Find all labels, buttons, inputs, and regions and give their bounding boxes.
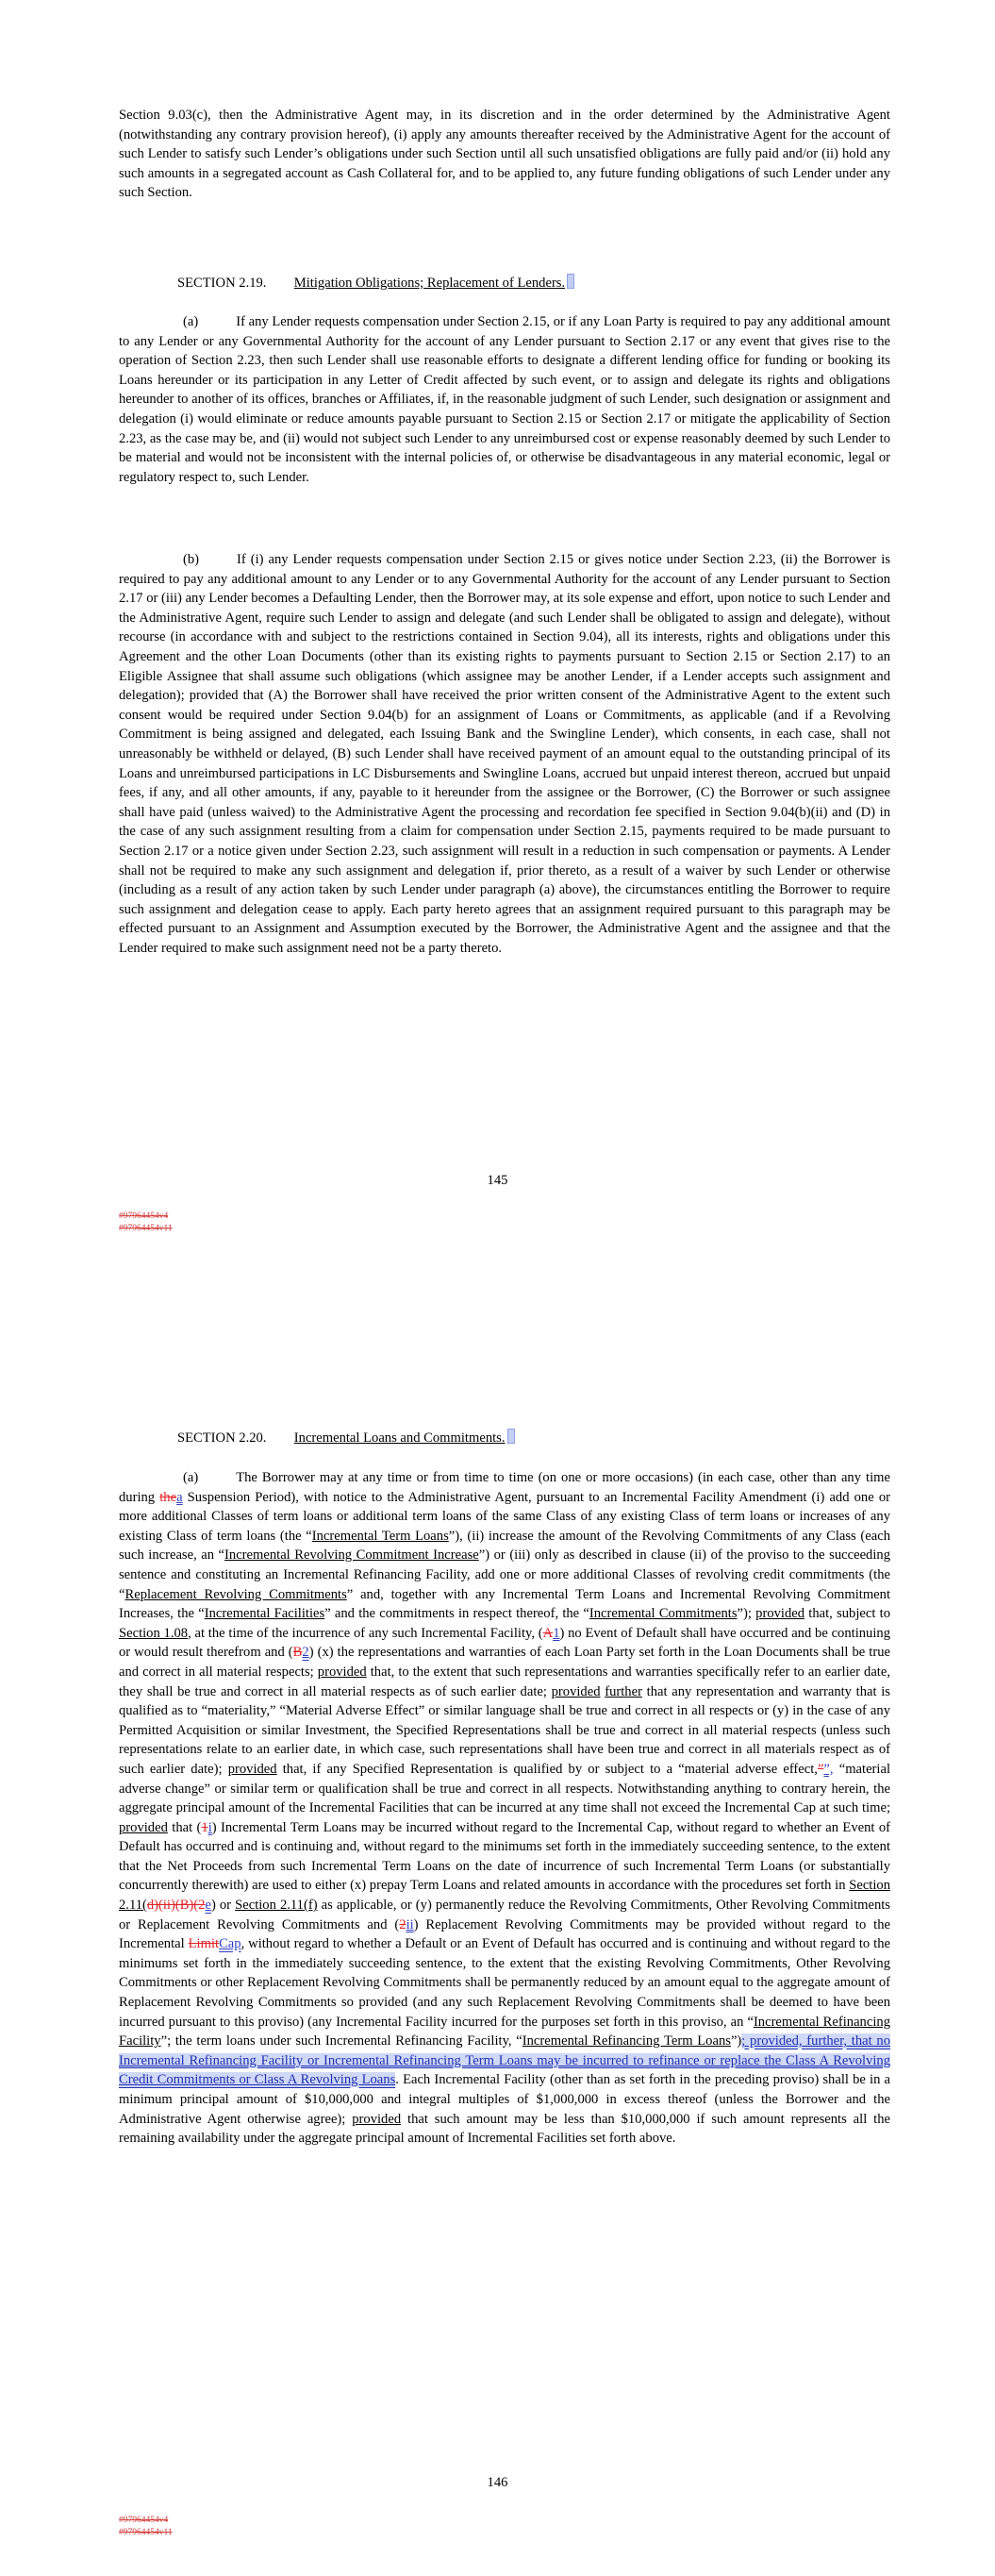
section-reference: Section 2.11( bbox=[119, 1878, 890, 1914]
highlighted-insertion: ; provided, further, that no Incremental Refinancing Facility or Incremental Refinancing Term Loans may be incurred to refinance or replace the Class A Revolving Credit Commitments or Class A Revolving Loans bbox=[119, 2033, 891, 2088]
paragraph-a-text: If any Lender requests compensation under Section 2.15, or if any Loan Party is required to pay any additional amount to any Lender or any Governmental Authority for the account of any Lender pursuant to Section 2.17 or any event that gives rise to the operation of Section 2.23, then such Lender shall use reasonable efforts to designate a different lending office for funding or booking its Loans hereunder or its participation in any Letter of Credit affected by such event, or to assign and delegate its rights and obligations hereunder to another of its offices, branches or Affiliates, if, in the reasonable judgment of such Lender, such designation or assignment and delegation (i) would eliminate or reduce amounts payable pursuant to Section 2.15 or Section 2.17 or mitigate the applicability of Section 2.23, as the case may be, and (ii) would not subject such Lender to any unreimbursed cost or expense reasonably deemed by such Lender to be material and would not be inconsistent with the internal policies of, or otherwise be disadvantageous in any material economic, legal or regulatory respect to, such Lender. bbox=[119, 314, 890, 485]
proviso-term: provided bbox=[755, 1606, 805, 1622]
proviso-term: further bbox=[605, 1683, 642, 1699]
text-run: that, to the extent that such representations and warranties specifically refer to an earlier date, they shall be true and correct in all material respects as of such earlier date; bbox=[119, 1664, 890, 1699]
section-number: SECTION 2.20. bbox=[177, 1430, 267, 1446]
deleted-text: 2 bbox=[399, 1916, 406, 1932]
intro-paragraph: Section 9.03(c), then the Administrative Agent may, in its discretion and in the order determined by the Administrative Agent (notwithstanding any contrary provision hereof), (i) apply any amounts thereafter received by the Administrative Agent for the account of such Lender to satisfy such Lender’s obligations under such Section until all such unsatisfied obligations are fully paid and/or (ii) hold any such amounts in a segregated account as Cash Collateral for, and to be applied to, any future funding obligations of such Lender under any such Section. bbox=[119, 108, 890, 201]
text-run: as applicable, or (y) permanently reduce the Revolving Commitments, Other Revolving Commitments or Replacement Revolving Commitments and ( bbox=[119, 1898, 890, 1932]
text-run: ”), (ii) increase the amount of the Revolving Commitments of any Class (each such increase, an “ bbox=[119, 1528, 890, 1564]
deleted-text: ” bbox=[817, 1761, 824, 1777]
paragraph-a bbox=[119, 1468, 890, 2149]
text-run: , at the time of the incurrence of any such Incremental Facility, ( bbox=[188, 1625, 543, 1641]
defined-term: Replacement Revolving Commitments bbox=[124, 1586, 347, 1602]
comment-marker-icon bbox=[507, 1429, 515, 1444]
paragraph-b-text: If (i) any Lender requests compensation under Section 2.15 or gives notice under Section 2.23, (ii) the Borrower is required to pay any additional amount to any Lender or to any Governmental Authority for the account of any Lender pursuant to Section 2.17 or (iii) any Lender becomes a Defaulting Lender, then the Borrower may, at its sole expense and effort, upon notice to such Lender and the Administrative Agent, require such Lender to assign and delegate (and such Lender shall be obligated to assign and delegate), without recourse (in accordance with and subject to the restrictions contained in Section 9.04), all its interests, rights and obligations under this Agreement and the other Loan Documents (other than its existing rights to payments pursuant to Section 2.15 or Section 2.17) to an Eligible Assignee that shall assume such obligations (which assignee may be another Lender, if a Lender accepts such assignment and delegation); provided that (A) the Borrower shall have received the prior written consent of the Administrative Agent to the extent such consent would be required under Section 9.04(b) for an assignment of Loans or Commitments, as applicable (and if a Revolving Commitment is being assigned and delegated, each Issuing Bank and the Swingline Lender), which consents, in each case, shall not unreasonably be withheld or delayed, (B) such Lender shall have received payment of an amount equal to the outstanding principal of its Loans and unreimbursed participations in LC Disbursements and Swingline Loans, accrued but unpaid interest thereon, accrued but unpaid fees, if any, and all other amounts, if any, payable to it hereunder from the assignee or the Borrower, (C) the Borrower or such assignee shall have paid (unless waived) to the Administrative Agent the processing and recordation fee specified in Section 9.04(b)(ii) and (D) in the case of any such assignment resulting from a claim for compensation under Section 2.15, payments required to be made pursuant to Section 2.17 or a notice given under Section 2.23, such assignment will result in a reduction in such compensation or payments. A Lender shall not be required to make any such assignment and delegation if, prior thereto, as a result of a waiver by such Lender or otherwise (including as a result of any action taken by such Lender under paragraph (a) above), the circumstances entitling the Borrower to require such assignment and delegation cease to apply. Each party hereto agrees that an assignment required pursuant to this paragraph may be effected pursuant to an Assignment and Assumption executed by the Borrower, the Administrative Agent and the assignee and that the Lender required to make such assignment need not be a party thereto. bbox=[119, 552, 890, 956]
text-run: Suspension Period), with notice to the Administrative Agent, pursuant to an Incremental Facility Amendment (i) add one or more additional Classes of term loans or additional term loans of the same Class of any existing Class of term loans or increases of any existing Class of term loans (the “ bbox=[119, 1489, 890, 1544]
text-run: “material adverse change” or similar term or qualification shall be true and correct in all respects. Notwithstanding anything to contrary herein, the aggregate principal amount of the Incremental Facilities that can be incurred at any time shall not exceed the Incremental Cap at such time; bbox=[119, 1761, 890, 1816]
proviso-term: provided bbox=[227, 1761, 277, 1777]
defined-term: Incremental Commitments bbox=[589, 1606, 738, 1622]
defined-term: Incremental Term Loans bbox=[311, 1528, 449, 1544]
paragraph-a bbox=[119, 312, 890, 487]
text-run: that, if any Specified Representation is qualified by or subject to a “material adverse effect, bbox=[276, 1761, 818, 1777]
doc-id-old: #97964454v4 bbox=[119, 1212, 169, 1221]
doc-id-old: #97964454v4 bbox=[119, 2516, 169, 2525]
text-run: ) no Event of Default shall have occurred and be continuing or would result therefrom and ( bbox=[119, 1625, 890, 1661]
text-run: ”); bbox=[737, 1606, 756, 1622]
defined-term: Incremental Facilities bbox=[204, 1606, 325, 1622]
text-run: ) Replacement Revolving Commitments may be provided without regard to the Incremental bbox=[119, 1916, 890, 1952]
proviso-term: provided bbox=[119, 1819, 168, 1835]
text-run: that such amount may be less than $10,000,000 if such amount represents all the remaining availability under the aggregate principal amount of Incremental Facilities set forth above. bbox=[119, 2111, 890, 2147]
inserted-text: a bbox=[176, 1489, 183, 1505]
section-title: Incremental Loans and Commitments. bbox=[293, 1430, 506, 1446]
proviso-term: provided bbox=[551, 1683, 601, 1699]
doc-id-new: #97964454v11 bbox=[119, 2528, 173, 2537]
text-run: ”) or (iii) only as described in clause (ii) of the proviso to the succeeding sentence and constituting an Incremental Refinancing Facility, add one or more additional Classes of revolving credit commitments (the “ bbox=[119, 1547, 890, 1602]
proviso-term: provided bbox=[352, 2111, 402, 2127]
inserted-text: e bbox=[205, 1898, 211, 1914]
defined-term: Incremental Revolving Commitment Increase bbox=[224, 1547, 479, 1564]
deleted-text: 1 bbox=[201, 1819, 208, 1835]
section-reference: Section 2.11(f) bbox=[235, 1898, 318, 1914]
deleted-text: A bbox=[542, 1625, 554, 1641]
page-number: 145 bbox=[487, 1173, 508, 1188]
paragraph-a-label: (a) bbox=[183, 1470, 199, 1485]
text-run: ”) bbox=[730, 2033, 742, 2049]
inserted-text: 1 bbox=[553, 1625, 560, 1641]
inserted-text: ”, bbox=[823, 1761, 834, 1777]
text-run: that any representation and warranty that is qualified as to “materiality,” “Material Adverse Effect” or similar language shall be true and correct in all respects or (y) in the case of any Permitted Acquisition or similar Investment, the Specified Representations shall be true and correct in all material respects (unless such representations relate to an earlier date, in which case, such representations shall have been true and correct in all materials respect as of such earlier date); bbox=[119, 1683, 890, 1777]
section-title: Mitigation Obligations; Replacement of Lenders. bbox=[293, 276, 566, 291]
deleted-text: the bbox=[159, 1489, 177, 1505]
doc-id-new: #97964454v11 bbox=[119, 1224, 173, 1233]
text-run: ) Incremental Term Loans may be incurred without regard to the Incremental Cap, without regard to whether an Event of Default has occurred and is continuing and, without regard to the minimums set forth in the immediately succeeding sentence, to the extent that the Net Proceeds from such Incremental Term Loans on the date of incurrence of such Incremental Term Loans (or substantially concurrently therewith) are used to either (x) prepay Term Loans and related amounts in accordance with the procedures set forth in bbox=[119, 1819, 890, 1894]
text-run: The Borrower may at any time or from time to time (on one or more occasions) (in each case, other than any time during bbox=[119, 1470, 890, 1505]
page-number: 146 bbox=[487, 2475, 508, 2490]
defined-term: Incremental Refinancing Term Loans bbox=[522, 2033, 731, 2049]
text-run: that ( bbox=[167, 1819, 202, 1835]
defined-term: Incremental Refinancing Facility bbox=[119, 2014, 890, 2049]
text-run: ) (x) the representations and warranties of each Loan Party set forth in the Loan Documents shall be true and correct in all material respects; bbox=[119, 1645, 890, 1680]
section-number: SECTION 2.19. bbox=[177, 276, 267, 291]
text-run: , without regard to whether a Default or an Event of Default has occurred and is continuing and without regard to the minimums set forth in the immediately succeeding sentence, to the extent that the existing Revolving Commitments, Other Revolving Commitments or other Replacement Revolving Commitments shall be permanently reduced by an amount equal to the aggregate amount of Replacement Revolving Commitments so provided (and any such Replacement Revolving Commitments shall be deemed to have been incurred pursuant to this proviso) (any Incremental Facility incurred for the purposes set forth in this proviso, an “ bbox=[119, 1936, 890, 2030]
text-run: . Each Incremental Facility (other than as set forth in the preceding proviso) shall be in a minimum principal amount of $10,000,000 and integral multiples of $1,000,000 in excess thereof (unless the Borrower and the Administrative Agent otherwise agree); bbox=[119, 2072, 890, 2127]
section-2-20-heading bbox=[177, 1429, 515, 1448]
section-2-19-heading bbox=[177, 274, 574, 293]
text-run: that, subject to bbox=[804, 1606, 891, 1622]
paragraph-a-label: (a) bbox=[183, 314, 199, 329]
inserted-text: i bbox=[207, 1819, 212, 1835]
inserted-text: ii bbox=[406, 1916, 414, 1932]
deleted-text: B bbox=[292, 1645, 303, 1661]
inserted-text: 2 bbox=[302, 1645, 309, 1661]
deleted-text: d)(ii)(B)(2 bbox=[146, 1898, 206, 1914]
comment-marker-icon bbox=[567, 274, 574, 289]
deleted-text: Limit bbox=[188, 1936, 220, 1952]
text-run: ” and the commitments in respect thereof, the “ bbox=[324, 1606, 589, 1622]
paragraph-b-label: (b) bbox=[183, 552, 200, 567]
inserted-text: Cap bbox=[219, 1936, 241, 1952]
text-run: ) or bbox=[210, 1898, 236, 1914]
text-run: ” and, together with any Incremental Term Loans and Incremental Revolving Commitment Increases, the “ bbox=[119, 1586, 890, 1622]
proviso-term: provided bbox=[317, 1664, 367, 1680]
paragraph-b bbox=[119, 550, 890, 958]
section-reference: Section 1.08 bbox=[119, 1625, 189, 1641]
text-run: ”; the term loans under such Incremental Refinancing Facility, “ bbox=[160, 2033, 522, 2049]
